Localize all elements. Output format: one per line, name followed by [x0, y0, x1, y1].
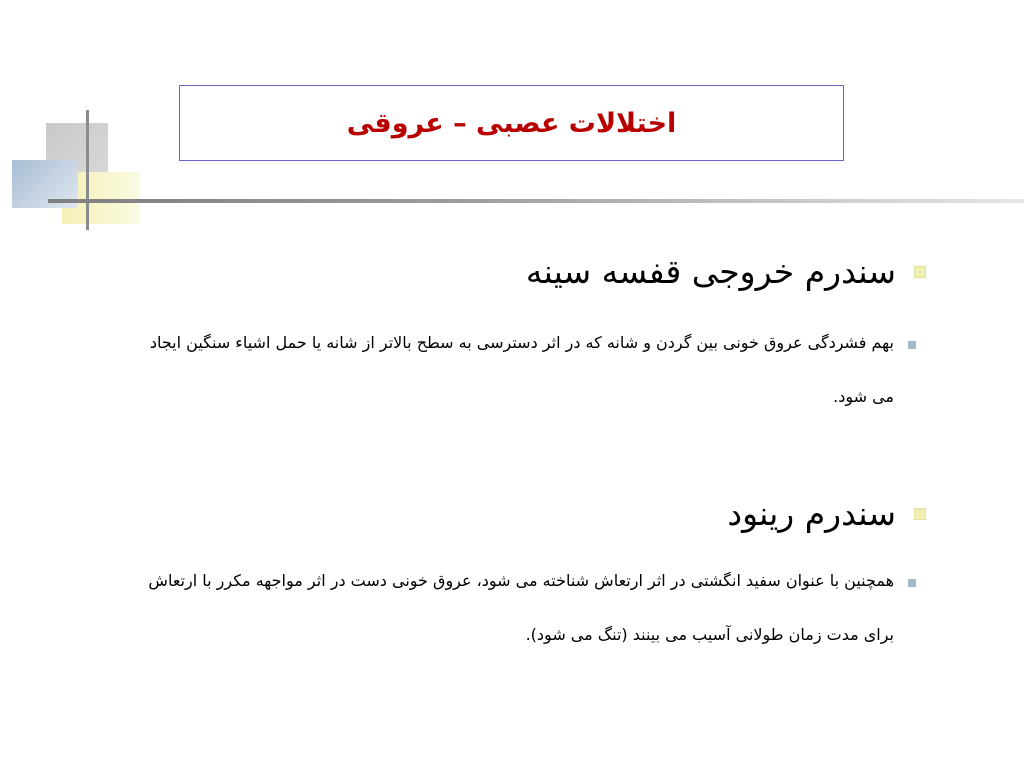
section-heading-text: سندرم خروجی قفسه سینه — [525, 252, 896, 291]
section-heading-1 — [526, 252, 926, 291]
decorative-vertical-line — [86, 110, 89, 230]
title-box — [179, 85, 844, 161]
section-body-text: همچنین با عنوان سفید انگشتی در اثر ارتعاش شناخته می شود، عروق خونی دست در اثر مواجهه مکرر با ارتعاش برای مدت زمان طولانی آسیب می بینند (تنگ می شود). — [148, 571, 894, 644]
section-body-1 — [126, 334, 916, 424]
small-square-bullet-icon — [908, 579, 916, 587]
small-square-bullet-icon — [908, 341, 916, 349]
section-heading-2 — [727, 494, 926, 533]
slide-title: اختلالات عصبی – عروقی — [346, 107, 677, 139]
square-bullet-icon — [914, 266, 926, 278]
square-bullet-icon — [914, 508, 926, 520]
section-body-text: بهم فشردگی عروق خونی بین گردن و شانه که در اثر دسترسی به سطح بالاتر از شانه یا حمل اشیاء سنگین ایجاد می شود. — [149, 333, 894, 406]
section-body-2 — [126, 572, 916, 662]
decorative-horizontal-line — [48, 199, 1024, 203]
section-heading-text: سندرم رینود — [727, 494, 896, 533]
